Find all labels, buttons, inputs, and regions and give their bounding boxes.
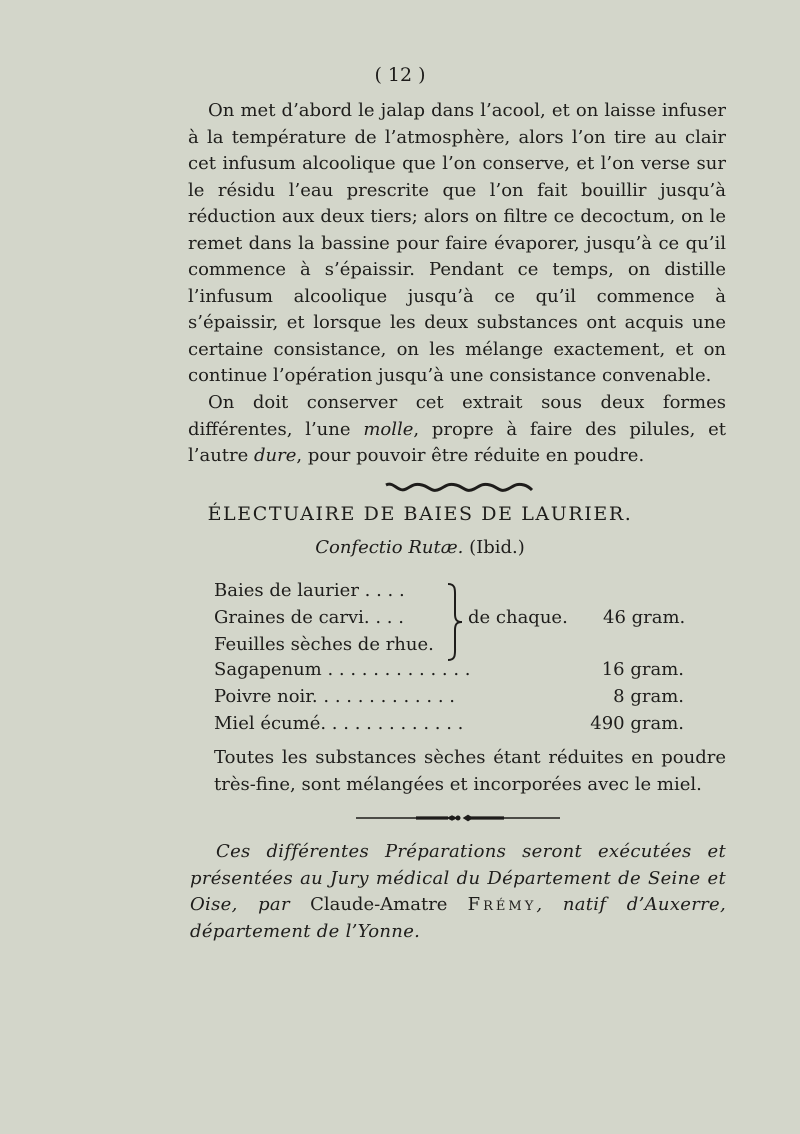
ingredient-name: Feuilles sèches de rhue. bbox=[214, 634, 434, 655]
recipe-instructions: Toutes les substances sèches étant réduites en poudre très-fine, sont mélangées et incorporées avec le miel. bbox=[214, 747, 726, 795]
ingredient-quantity: 16 gram. bbox=[601, 659, 684, 680]
ingredient-name: Baies de laurier . . . . bbox=[214, 580, 405, 601]
recipe-latin-name: Confectio Rutæ. bbox=[315, 537, 464, 558]
ingredient-quantity: 8 gram. bbox=[613, 686, 684, 707]
recipe-source: (Ibid.) bbox=[469, 537, 525, 558]
group-label: de chaque. bbox=[468, 607, 568, 628]
credits-first-names: Claude-Amatre bbox=[310, 894, 448, 915]
credits-text-1: Ces différentes Préparations seront exécutées et présentées au Jury médical du Département de Seine et Oise, par bbox=[190, 841, 726, 915]
ingredient-name: Miel écumé. . . . . . . . . . . . . bbox=[214, 713, 464, 734]
credits-paragraph bbox=[190, 839, 726, 945]
ingredient-row bbox=[214, 711, 694, 737]
ingredient-row bbox=[214, 657, 694, 683]
page-number: ( 12 ) bbox=[374, 64, 426, 86]
curly-brace bbox=[446, 582, 464, 662]
paragraph-2-text-c: , pour pouvoir être réduite en poudre. bbox=[296, 445, 645, 466]
ingredient-row bbox=[214, 684, 694, 710]
credits-surname: Frémy bbox=[467, 894, 537, 915]
paragraph-2-text-a: On doit conserver cet extrait sous deux formes différentes, l’une bbox=[188, 392, 726, 440]
paragraph-1: On met d’abord le jalap dans l’acool, et on laisse infuser à la température de l’atmosphère, alors l’on tire au clair cet infusum alcoolique que l’on conserve, et l’on verse sur le résidu l’eau prescrite que l’on fait bouillir jusqu’à réduction aux deux tiers; alors on filtre ce decoctum, on le remet dans la bassine pour faire évaporer, jusqu’à ce qu’il commence à s’épaissir. Pendant ce temps, on distille l’infusum alcoolique jusqu’à ce qu’il commence à s’épaissir, et lorsque les deux substances ont acquis une certaine consistance, on les mélange exactement, et on continue l’opération jusqu’à une consistance convenable. bbox=[188, 100, 726, 386]
credits-text-2: , natif d’Auxerre, département de l’Yonne. bbox=[190, 894, 727, 942]
ingredient-name: Poivre noir. . . . . . . . . . . . . bbox=[214, 686, 455, 707]
recipe-subtitle bbox=[0, 537, 800, 558]
paragraph-2-text-b: , propre à faire des pilules, et l’autre bbox=[188, 418, 726, 466]
ornamental-divider bbox=[384, 481, 534, 495]
paragraph-2 bbox=[188, 390, 726, 470]
rule-divider bbox=[356, 813, 560, 823]
recipe-title: ÉLECTUAIRE DE BAIES DE LAURIER. bbox=[207, 503, 633, 525]
ingredient-quantity: 490 gram. bbox=[590, 713, 684, 734]
paragraph-2-italic-molle: molle bbox=[363, 418, 414, 440]
ingredient-name: Graines de carvi. . . . bbox=[214, 607, 404, 628]
ingredient-name: Sagapenum . . . . . . . . . . . . . bbox=[214, 659, 471, 680]
paragraph-2-italic-dure: dure bbox=[254, 445, 297, 466]
group-quantity: 46 gram. bbox=[603, 607, 686, 628]
